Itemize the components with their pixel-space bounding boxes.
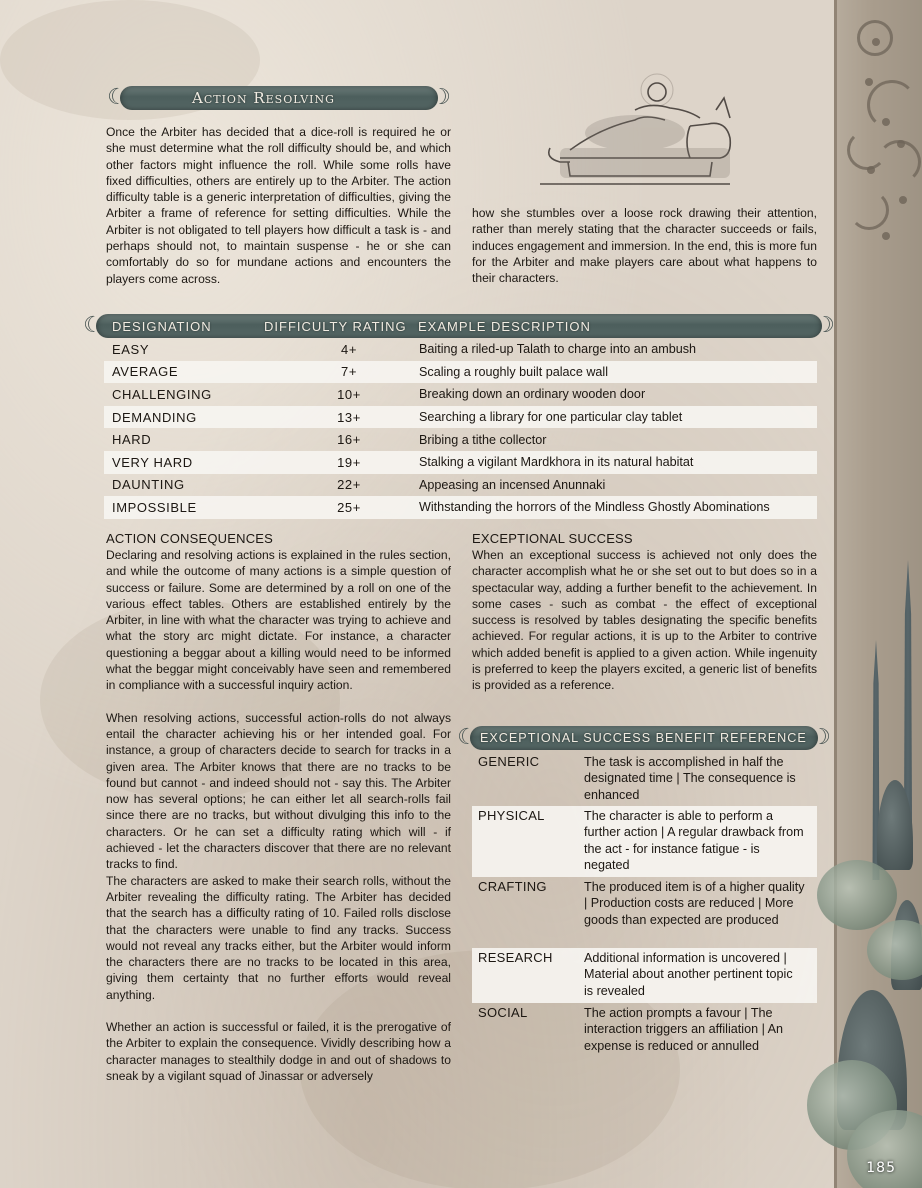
foliage <box>867 920 922 980</box>
banner-ornament-icon: ☾ <box>457 725 477 750</box>
intro-paragraph-right <box>472 205 817 286</box>
banner-ornament-icon: ☽ <box>431 85 451 110</box>
table-row <box>104 361 817 384</box>
example-cell: Scaling a roughly built palace wall <box>419 364 609 379</box>
foliage <box>817 860 897 930</box>
table-row <box>104 338 817 361</box>
benefit-cell: The task is accomplished in half the designated time | The consequence is enhanced <box>584 755 796 802</box>
intro-continuation-text: how she stumbles over a loose rock drawing their attention, rather than merely stating that the character succeeds or fails, induces engagement and immersion. In the end, this is more fun for the Arbiter and make players care about what happens to their characters. <box>472 206 817 286</box>
banner-ornament-icon: ☾ <box>107 85 127 110</box>
section-banner <box>107 85 451 110</box>
page-number: 185 <box>866 1160 896 1176</box>
category-cell: RESEARCH <box>478 950 553 965</box>
column-header-difficulty-rating: DIFFICULTY RATING <box>264 318 407 334</box>
table-row <box>104 474 817 497</box>
rating-cell: 13+ <box>337 409 361 425</box>
rating-cell: 10+ <box>337 386 361 402</box>
benefit-cell: Additional information is uncovered | Material about another pertinent topic is revealed <box>584 951 793 998</box>
action-consequences-heading: ACTION CONSEQUENCES <box>106 531 274 546</box>
section-title: Action Resolving <box>192 89 335 107</box>
dot-ornament <box>872 38 880 46</box>
dot-ornament <box>867 166 875 174</box>
dot-ornament <box>882 232 890 240</box>
table-row <box>104 496 817 519</box>
table-row <box>104 428 817 451</box>
banner-ornament-icon: ☾ <box>83 313 103 338</box>
dot-ornament <box>865 78 873 86</box>
rating-cell: 16+ <box>337 432 361 448</box>
designation-cell: DEMANDING <box>112 409 197 425</box>
benefit-table-header <box>457 725 831 750</box>
benefit-table-title: EXCEPTIONAL SUCCESS BENEFIT REFERENCE <box>480 731 807 745</box>
table-row <box>472 806 817 877</box>
example-cell: Bribing a tithe collector <box>419 432 547 447</box>
exceptional-success-section <box>472 531 817 694</box>
example-cell: Appeasing an incensed Anunnaki <box>419 477 606 492</box>
designation-cell: VERY HARD <box>112 454 193 470</box>
paragraph: Whether an action is successful or failed, it is the prerogative of the Arbiter to explain the consequence. Vividly describing how a character manages to stealthily dodge in and out of shadows to sneak by a vigilant squad of Jinassar or adversely <box>106 1020 451 1083</box>
designation-cell: CHALLENGING <box>112 386 212 402</box>
table-row <box>104 383 817 406</box>
table-row <box>472 948 817 1003</box>
designation-cell: DAUNTING <box>112 477 185 493</box>
table-row <box>104 406 817 429</box>
example-cell: Stalking a vigilant Mardkhora in its natural habitat <box>419 455 694 470</box>
benefit-cell: The character is able to perform a further action | A regular drawback from the act - for instance fatigue - is negated <box>584 809 804 872</box>
sketch-illustration-icon <box>540 58 740 198</box>
rating-cell: 7+ <box>340 364 358 380</box>
benefit-cell: The produced item is of a higher quality | Production costs are reduced | More goods than expected are produced <box>584 880 805 927</box>
example-cell: Baiting a riled-up Talath to charge into an ambush <box>419 342 697 357</box>
designation-cell: AVERAGE <box>112 364 179 380</box>
dot-ornament <box>897 140 905 148</box>
category-cell: SOCIAL <box>478 1005 528 1020</box>
dot-ornament <box>899 196 907 204</box>
column-header-designation: DESIGNATION <box>112 318 212 334</box>
table-row <box>104 451 817 474</box>
paragraph: When an exceptional success is achieved not only does the character accomplish what he or she set out to but does so in a spectacular way, adding a further benefit to the achievement. In some cases - such as combat - the effect of exceptional success is resolved by tables designating the specific benefits achieved. For regular actions, it is up to the Arbiter to contrive which added benefit is applied to a given action. While ingenuity is preferred to keep the players excited, a generic list of benefits is provided as a reference. <box>472 548 817 693</box>
swirl-ornament-icon <box>867 80 917 130</box>
example-cell: Searching a library for one particular clay tablet <box>419 410 683 425</box>
designation-cell: EASY <box>112 341 150 357</box>
banner-ornament-icon: ☽ <box>815 313 835 338</box>
rating-cell: 4+ <box>340 341 358 357</box>
rating-cell: 22+ <box>337 477 361 493</box>
exceptional-success-heading: EXCEPTIONAL SUCCESS <box>472 531 633 546</box>
action-consequences-section <box>106 531 451 1084</box>
example-cell: Breaking down an ordinary wooden door <box>419 387 646 402</box>
benefit-cell: The action prompts a favour | The interaction triggers an affiliation | An expense is reduced or annulled <box>584 1006 784 1053</box>
difficulty-table <box>104 338 817 519</box>
category-cell: CRAFTING <box>478 879 547 894</box>
swirl-ornament-icon <box>849 190 889 230</box>
paragraph: The characters are asked to make their search rolls, without the Arbiter revealing the difficulty rating. The Arbiter has decided that the search has a difficulty rating of 10. Failed rolls disclose that the characters were unable to find any tracks. Success would not reveal any tracks either, but the Arbiter would inform the characters there are no tracks to be located in this area, giving them certainty that no further efforts would reveal anything. <box>106 873 451 1002</box>
intro-paragraph-left <box>106 124 451 287</box>
rating-cell: 25+ <box>337 499 361 515</box>
table-row <box>472 877 817 948</box>
paragraph: When resolving actions, successful action-rolls do not always entail the character achieving his or her intended goal. For instance, a group of characters decide to search for tracks in a given area. The Arbiter knows that there are no tracks to be found but cannot - and indeed should not - say this. The Arbiter now has several options; he can either let all search-rolls fail since there are no tracks, but without divulging this info to the characters. Or he can set a difficulty rating which will - if achieved - let the characters discover that there are no relevant tracks to find. <box>106 710 451 872</box>
decorative-border <box>834 0 922 1188</box>
designation-cell: IMPOSSIBLE <box>112 499 197 515</box>
benefit-table <box>472 752 817 1059</box>
column-header-example-description: EXAMPLE DESCRIPTION <box>418 318 591 334</box>
banner-ornament-icon: ☽ <box>811 725 831 750</box>
rating-cell: 19+ <box>337 454 361 470</box>
table-row <box>472 1003 817 1059</box>
category-cell: PHYSICAL <box>478 808 545 823</box>
paragraph: Declaring and resolving actions is explained in the rules section, and while the outcome of many actions is a simple question of success or failure. Some are determined by a roll on one of the various effect tables. Others are established entirely by the Arbiter, in line with what the character was trying to achieve and what the story arc might dictate. For instance, a character questioning a beggar about a killing would need to be informed what the beggar might conceivably have seen and remembered in compliance with a successful inquiry action. <box>106 548 451 693</box>
designation-cell: HARD <box>112 432 152 448</box>
chaise-longue-illustration <box>540 58 740 198</box>
category-cell: GENERIC <box>478 754 540 769</box>
example-cell: Withstanding the horrors of the Mindless Ghostly Abominations <box>419 500 770 515</box>
difficulty-table-header <box>83 313 835 338</box>
intro-text: Once the Arbiter has decided that a dice-roll is required he or she must determine what the roll difficulty should be, and which other factors might influence the roll. While some rolls have fixed difficulties, others are entirely up to the Arbiter. The action difficulty table is a generic interpretation of difficulties, giving the Arbiter a frame of reference for setting difficulties. While the Arbiter is not obligated to tell players how difficult a task is - and perhaps should not, to maintain suspense - he or she can comfortably do so for mundane actions and encounters the players come across. <box>106 125 451 286</box>
table-row <box>472 752 817 806</box>
dot-ornament <box>882 118 890 126</box>
